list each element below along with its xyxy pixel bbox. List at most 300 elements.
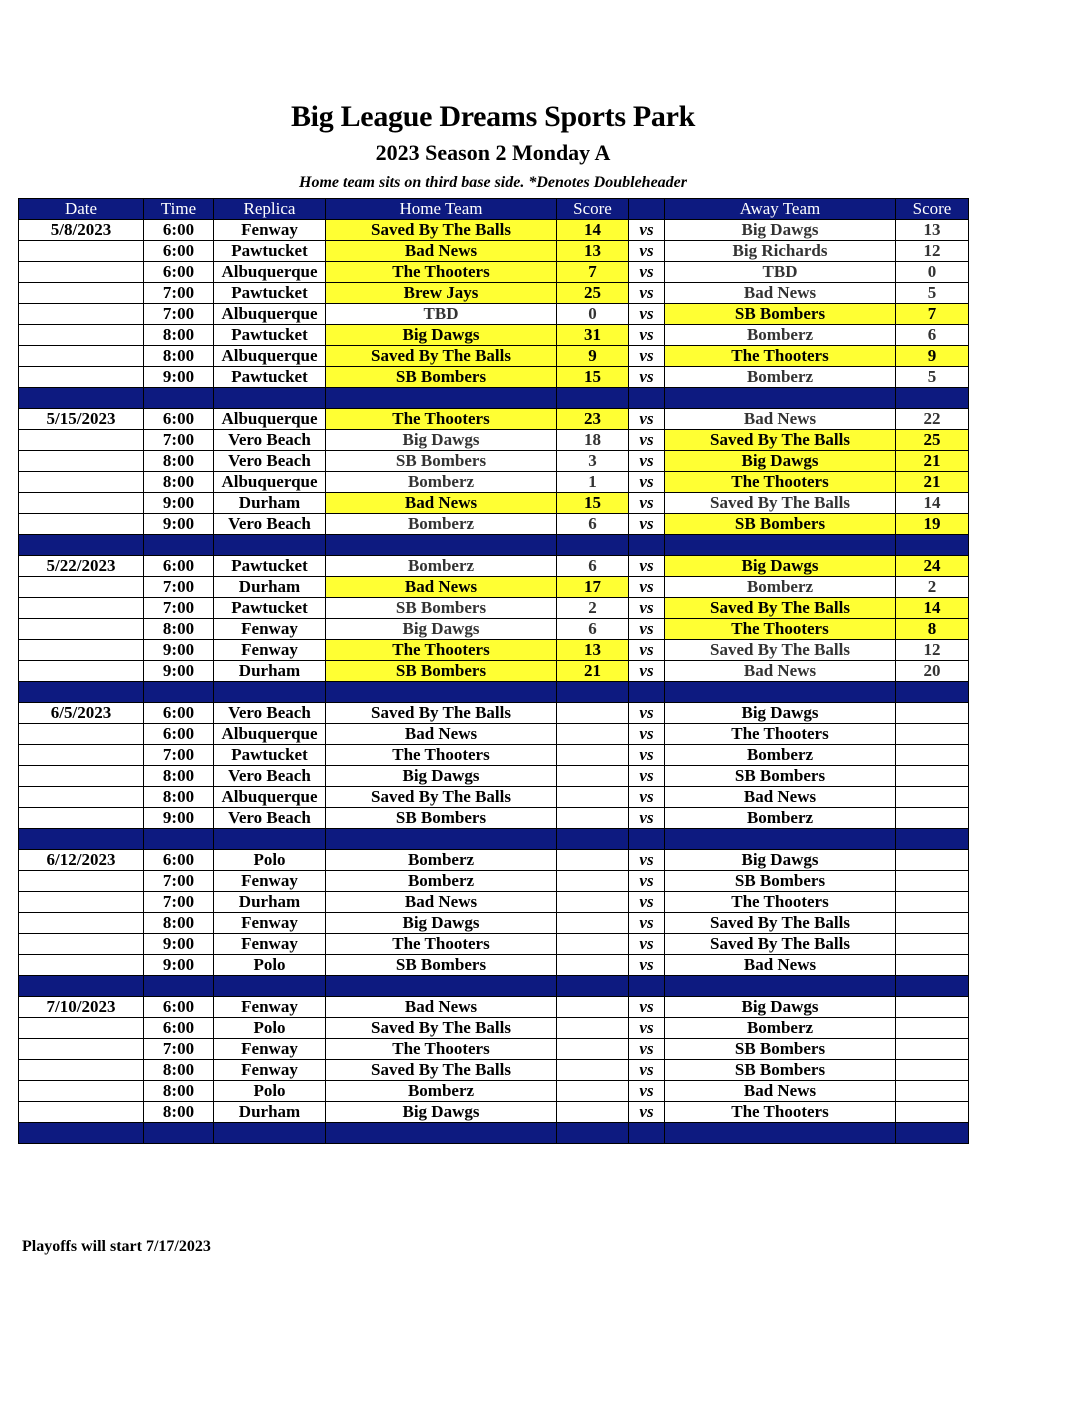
vs-label: vs	[629, 367, 665, 388]
home-score: 21	[557, 661, 629, 682]
home-team: Brew Jays	[326, 283, 557, 304]
game-time: 8:00	[144, 787, 214, 808]
home-team: Bomberz	[326, 514, 557, 535]
home-score: 13	[557, 640, 629, 661]
game-row	[19, 808, 969, 829]
game-row	[19, 619, 969, 640]
home-team-note: Home team sits on third base side. *Denotes Doubleheader	[299, 174, 687, 191]
separator-cell	[144, 1123, 214, 1144]
week-date: 6/12/2023	[19, 850, 144, 871]
away-team: The Thooters	[665, 472, 896, 493]
away-team: SB Bombers	[665, 1039, 896, 1060]
home-score: 23	[557, 409, 629, 430]
game-row	[19, 997, 969, 1018]
week-date	[19, 640, 144, 661]
field-replica: Pawtucket	[214, 745, 326, 766]
game-row	[19, 787, 969, 808]
separator-cell	[896, 1123, 969, 1144]
vs-label: vs	[629, 661, 665, 682]
away-score: 5	[896, 367, 969, 388]
vs-label: vs	[629, 556, 665, 577]
game-row	[19, 514, 969, 535]
col-header-away-score: Score	[896, 199, 969, 220]
separator-cell	[557, 535, 629, 556]
field-replica: Fenway	[214, 619, 326, 640]
away-score	[896, 1060, 969, 1081]
home-score	[557, 997, 629, 1018]
game-row	[19, 766, 969, 787]
away-score	[896, 934, 969, 955]
home-score: 18	[557, 430, 629, 451]
home-team: The Thooters	[326, 409, 557, 430]
game-row	[19, 451, 969, 472]
home-score: 1	[557, 472, 629, 493]
game-time: 9:00	[144, 493, 214, 514]
week-date	[19, 787, 144, 808]
away-team: Bad News	[665, 955, 896, 976]
week-date	[19, 871, 144, 892]
vs-label: vs	[629, 934, 665, 955]
vs-label: vs	[629, 472, 665, 493]
away-score: 12	[896, 640, 969, 661]
away-team: Bomberz	[665, 745, 896, 766]
home-score	[557, 724, 629, 745]
home-team: Saved By The Balls	[326, 1018, 557, 1039]
week-date	[19, 430, 144, 451]
home-score: 6	[557, 619, 629, 640]
game-time: 6:00	[144, 556, 214, 577]
separator-cell	[326, 1123, 557, 1144]
game-time: 9:00	[144, 514, 214, 535]
vs-label: vs	[629, 766, 665, 787]
week-date	[19, 1060, 144, 1081]
away-score: 14	[896, 598, 969, 619]
away-score: 14	[896, 493, 969, 514]
separator-cell	[19, 976, 144, 997]
game-time: 9:00	[144, 367, 214, 388]
week-date	[19, 514, 144, 535]
separator-cell	[896, 829, 969, 850]
playoffs-footer: Playoffs will start 7/17/2023	[22, 1238, 211, 1255]
away-team: The Thooters	[665, 892, 896, 913]
away-team: SB Bombers	[665, 514, 896, 535]
separator-cell	[665, 535, 896, 556]
vs-label: vs	[629, 1102, 665, 1123]
game-time: 7:00	[144, 892, 214, 913]
away-team: Bad News	[665, 283, 896, 304]
col-header-date: Date	[19, 199, 144, 220]
away-team: Big Dawgs	[665, 220, 896, 241]
game-time: 9:00	[144, 640, 214, 661]
home-score	[557, 955, 629, 976]
game-row	[19, 493, 969, 514]
game-time: 7:00	[144, 598, 214, 619]
home-score	[557, 871, 629, 892]
separator-cell	[629, 535, 665, 556]
game-row	[19, 913, 969, 934]
week-date	[19, 724, 144, 745]
home-score: 7	[557, 262, 629, 283]
game-time: 6:00	[144, 850, 214, 871]
home-score: 15	[557, 493, 629, 514]
separator-cell	[144, 976, 214, 997]
vs-label: vs	[629, 220, 665, 241]
home-team: Bad News	[326, 997, 557, 1018]
away-score	[896, 787, 969, 808]
game-row	[19, 472, 969, 493]
home-team: SB Bombers	[326, 367, 557, 388]
game-time: 6:00	[144, 262, 214, 283]
home-team: TBD	[326, 304, 557, 325]
home-team: Big Dawgs	[326, 1102, 557, 1123]
away-score: 21	[896, 451, 969, 472]
game-time: 7:00	[144, 1039, 214, 1060]
game-time: 7:00	[144, 304, 214, 325]
home-score	[557, 913, 629, 934]
game-row	[19, 955, 969, 976]
game-row	[19, 325, 969, 346]
home-score	[557, 892, 629, 913]
game-time: 7:00	[144, 577, 214, 598]
col-header-replica: Replica	[214, 199, 326, 220]
field-replica: Vero Beach	[214, 514, 326, 535]
away-team: Bad News	[665, 1081, 896, 1102]
separator-cell	[144, 535, 214, 556]
game-row	[19, 430, 969, 451]
separator-cell	[665, 1123, 896, 1144]
vs-label: vs	[629, 640, 665, 661]
game-time: 7:00	[144, 745, 214, 766]
field-replica: Fenway	[214, 1039, 326, 1060]
week-date	[19, 766, 144, 787]
week-date	[19, 1039, 144, 1060]
away-score	[896, 703, 969, 724]
field-replica: Vero Beach	[214, 430, 326, 451]
away-score	[896, 892, 969, 913]
home-score: 17	[557, 577, 629, 598]
field-replica: Fenway	[214, 1060, 326, 1081]
week-date	[19, 472, 144, 493]
game-row	[19, 304, 969, 325]
field-replica: Polo	[214, 1018, 326, 1039]
separator-cell	[326, 829, 557, 850]
home-team: Bomberz	[326, 850, 557, 871]
away-team: Bomberz	[665, 577, 896, 598]
vs-label: vs	[629, 577, 665, 598]
week-date	[19, 451, 144, 472]
away-team: Big Dawgs	[665, 451, 896, 472]
game-row	[19, 556, 969, 577]
home-score	[557, 1039, 629, 1060]
page-title: Big League Dreams Sports Park	[290, 100, 696, 133]
field-replica: Pawtucket	[214, 283, 326, 304]
game-row	[19, 367, 969, 388]
week-date	[19, 367, 144, 388]
game-time: 6:00	[144, 220, 214, 241]
away-team: Bomberz	[665, 367, 896, 388]
separator-cell	[214, 976, 326, 997]
field-replica: Fenway	[214, 934, 326, 955]
vs-label: vs	[629, 745, 665, 766]
game-time: 8:00	[144, 472, 214, 493]
home-score: 2	[557, 598, 629, 619]
game-time: 9:00	[144, 661, 214, 682]
separator-cell	[326, 682, 557, 703]
vs-label: vs	[629, 787, 665, 808]
away-team: The Thooters	[665, 724, 896, 745]
home-team: The Thooters	[326, 262, 557, 283]
away-team: Big Dawgs	[665, 997, 896, 1018]
vs-label: vs	[629, 850, 665, 871]
game-time: 8:00	[144, 913, 214, 934]
away-team: Bad News	[665, 787, 896, 808]
game-row	[19, 850, 969, 871]
away-team: Bomberz	[665, 1018, 896, 1039]
away-team: Big Dawgs	[665, 850, 896, 871]
col-header-time: Time	[144, 199, 214, 220]
separator-cell	[19, 1123, 144, 1144]
away-team: SB Bombers	[665, 871, 896, 892]
away-score	[896, 1018, 969, 1039]
away-score: 24	[896, 556, 969, 577]
game-time: 6:00	[144, 241, 214, 262]
field-replica: Pawtucket	[214, 598, 326, 619]
away-score: 9	[896, 346, 969, 367]
week-date	[19, 1018, 144, 1039]
away-team: The Thooters	[665, 346, 896, 367]
vs-label: vs	[629, 409, 665, 430]
week-date	[19, 325, 144, 346]
vs-label: vs	[629, 430, 665, 451]
game-time: 7:00	[144, 283, 214, 304]
game-time: 8:00	[144, 451, 214, 472]
home-score: 13	[557, 241, 629, 262]
away-score: 13	[896, 220, 969, 241]
away-score	[896, 1102, 969, 1123]
week-separator-row	[19, 535, 969, 556]
field-replica: Albuquerque	[214, 346, 326, 367]
away-score: 8	[896, 619, 969, 640]
week-separator-row	[19, 388, 969, 409]
home-team: Saved By The Balls	[326, 1060, 557, 1081]
away-team: Bad News	[665, 661, 896, 682]
week-separator-row	[19, 829, 969, 850]
game-row	[19, 241, 969, 262]
week-date	[19, 577, 144, 598]
game-time: 6:00	[144, 703, 214, 724]
home-team: Bomberz	[326, 472, 557, 493]
game-row	[19, 1039, 969, 1060]
home-team: SB Bombers	[326, 598, 557, 619]
home-score	[557, 1081, 629, 1102]
game-time: 8:00	[144, 1081, 214, 1102]
game-row	[19, 1081, 969, 1102]
away-score	[896, 871, 969, 892]
vs-label: vs	[629, 598, 665, 619]
separator-cell	[557, 976, 629, 997]
week-date	[19, 598, 144, 619]
game-row	[19, 346, 969, 367]
away-score: 5	[896, 283, 969, 304]
separator-cell	[896, 976, 969, 997]
away-score: 19	[896, 514, 969, 535]
game-row	[19, 1102, 969, 1123]
separator-cell	[19, 829, 144, 850]
away-score	[896, 724, 969, 745]
away-score	[896, 913, 969, 934]
away-score	[896, 1039, 969, 1060]
week-date	[19, 493, 144, 514]
week-date	[19, 262, 144, 283]
field-replica: Albuquerque	[214, 787, 326, 808]
week-date	[19, 745, 144, 766]
home-team: Big Dawgs	[326, 619, 557, 640]
vs-label: vs	[629, 1081, 665, 1102]
home-team: Bad News	[326, 892, 557, 913]
separator-cell	[665, 682, 896, 703]
home-score: 3	[557, 451, 629, 472]
field-replica: Vero Beach	[214, 766, 326, 787]
col-header-home-team: Home Team	[326, 199, 557, 220]
game-row	[19, 409, 969, 430]
game-time: 8:00	[144, 346, 214, 367]
week-date: 6/5/2023	[19, 703, 144, 724]
home-team: SB Bombers	[326, 955, 557, 976]
game-time: 8:00	[144, 325, 214, 346]
field-replica: Albuquerque	[214, 724, 326, 745]
field-replica: Polo	[214, 955, 326, 976]
week-date	[19, 346, 144, 367]
vs-label: vs	[629, 346, 665, 367]
separator-cell	[629, 829, 665, 850]
home-score: 6	[557, 514, 629, 535]
away-team: Saved By The Balls	[665, 598, 896, 619]
away-score	[896, 766, 969, 787]
home-score: 25	[557, 283, 629, 304]
game-time: 6:00	[144, 409, 214, 430]
away-score: 25	[896, 430, 969, 451]
home-score	[557, 1060, 629, 1081]
field-replica: Pawtucket	[214, 241, 326, 262]
separator-cell	[557, 388, 629, 409]
away-team: Saved By The Balls	[665, 640, 896, 661]
separator-cell	[144, 829, 214, 850]
game-time: 7:00	[144, 871, 214, 892]
field-replica: Fenway	[214, 220, 326, 241]
home-team: Saved By The Balls	[326, 346, 557, 367]
separator-cell	[144, 388, 214, 409]
home-team: Bomberz	[326, 1081, 557, 1102]
separator-cell	[144, 682, 214, 703]
away-score	[896, 808, 969, 829]
game-row	[19, 283, 969, 304]
home-team: Bomberz	[326, 871, 557, 892]
away-score: 12	[896, 241, 969, 262]
away-score: 2	[896, 577, 969, 598]
field-replica: Durham	[214, 892, 326, 913]
vs-label: vs	[629, 241, 665, 262]
vs-label: vs	[629, 262, 665, 283]
home-team: Big Dawgs	[326, 325, 557, 346]
away-team: Saved By The Balls	[665, 430, 896, 451]
away-team: SB Bombers	[665, 304, 896, 325]
away-team: SB Bombers	[665, 1060, 896, 1081]
home-team: The Thooters	[326, 640, 557, 661]
vs-label: vs	[629, 619, 665, 640]
home-score: 15	[557, 367, 629, 388]
vs-label: vs	[629, 871, 665, 892]
away-score: 7	[896, 304, 969, 325]
schedule-body	[19, 220, 969, 1144]
away-team: Big Dawgs	[665, 556, 896, 577]
separator-cell	[214, 535, 326, 556]
season-subtitle: 2023 Season 2 Monday A	[375, 140, 611, 165]
vs-label: vs	[629, 1060, 665, 1081]
field-replica: Fenway	[214, 913, 326, 934]
separator-cell	[557, 682, 629, 703]
field-replica: Durham	[214, 661, 326, 682]
col-header-vs	[629, 199, 665, 220]
week-date	[19, 619, 144, 640]
away-score: 21	[896, 472, 969, 493]
game-row	[19, 745, 969, 766]
home-score	[557, 1018, 629, 1039]
field-replica: Polo	[214, 850, 326, 871]
col-header-home-score: Score	[557, 199, 629, 220]
separator-cell	[214, 682, 326, 703]
field-replica: Albuquerque	[214, 304, 326, 325]
home-score: 31	[557, 325, 629, 346]
game-time: 6:00	[144, 997, 214, 1018]
col-header-away-team: Away Team	[665, 199, 896, 220]
home-team: The Thooters	[326, 934, 557, 955]
away-score: 20	[896, 661, 969, 682]
field-replica: Pawtucket	[214, 556, 326, 577]
game-row	[19, 220, 969, 241]
week-date	[19, 913, 144, 934]
vs-label: vs	[629, 892, 665, 913]
away-score	[896, 997, 969, 1018]
separator-cell	[629, 1123, 665, 1144]
vs-label: vs	[629, 913, 665, 934]
separator-cell	[896, 682, 969, 703]
week-date	[19, 304, 144, 325]
game-row	[19, 1060, 969, 1081]
away-team: Saved By The Balls	[665, 934, 896, 955]
separator-cell	[629, 388, 665, 409]
vs-label: vs	[629, 724, 665, 745]
header-row	[19, 199, 969, 220]
week-date	[19, 934, 144, 955]
away-team: Big Richards	[665, 241, 896, 262]
separator-cell	[629, 682, 665, 703]
week-separator-row	[19, 976, 969, 997]
away-score	[896, 1081, 969, 1102]
game-time: 8:00	[144, 1060, 214, 1081]
field-replica: Albuquerque	[214, 409, 326, 430]
away-score	[896, 745, 969, 766]
home-team: Saved By The Balls	[326, 703, 557, 724]
home-score	[557, 808, 629, 829]
away-team: Bad News	[665, 409, 896, 430]
week-date	[19, 1102, 144, 1123]
home-team: Bad News	[326, 241, 557, 262]
separator-cell	[896, 388, 969, 409]
home-score: 9	[557, 346, 629, 367]
game-time: 9:00	[144, 955, 214, 976]
week-date: 5/22/2023	[19, 556, 144, 577]
game-row	[19, 1018, 969, 1039]
